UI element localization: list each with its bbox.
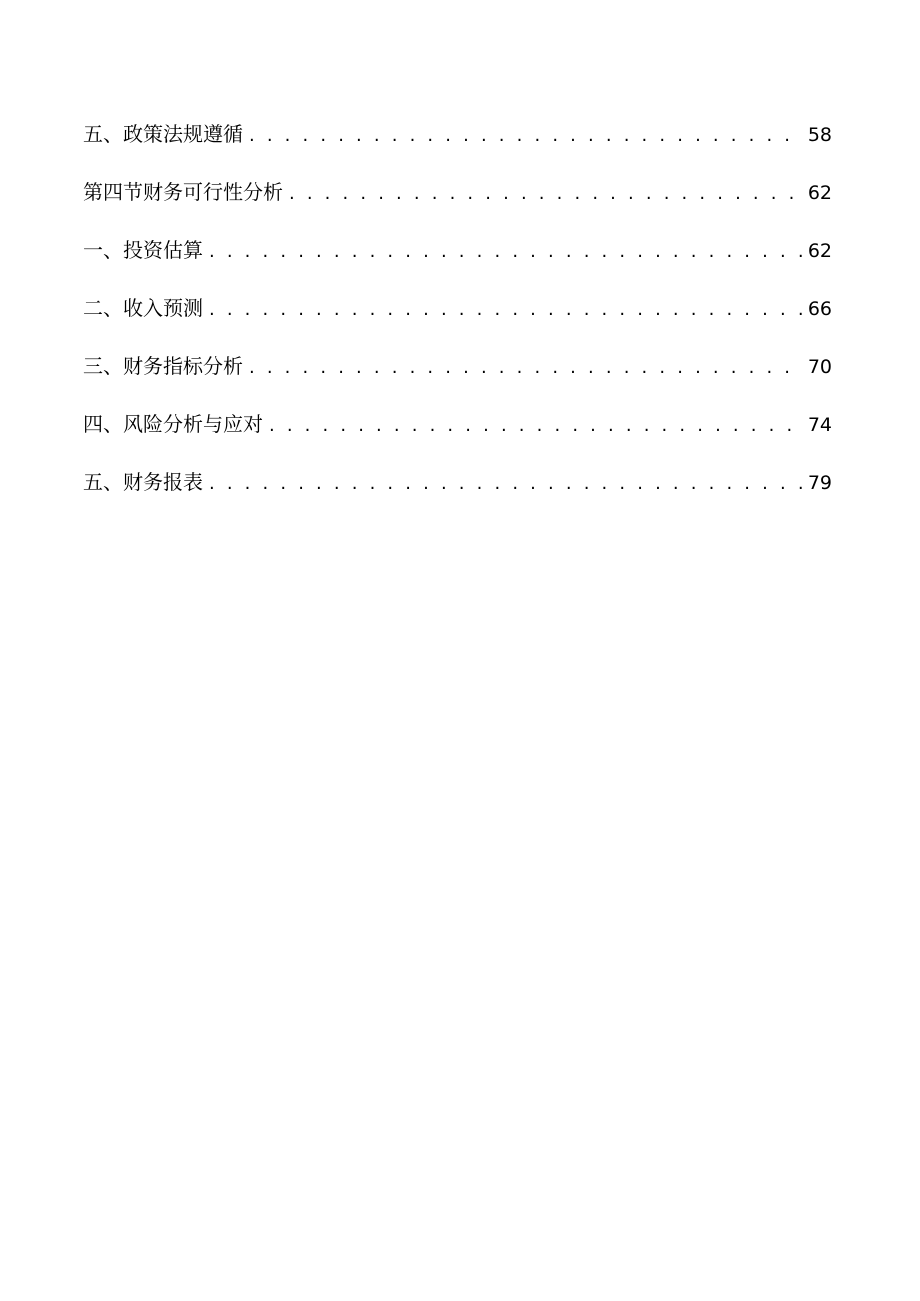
toc-entry-title: 第四节财务可行性分析 <box>83 180 283 204</box>
toc-entry-financial-statements[interactable] <box>83 462 832 520</box>
toc-dot-leader <box>209 464 804 504</box>
table-of-contents <box>83 114 832 520</box>
toc-dot-leader <box>289 174 804 214</box>
toc-entry-financial-feasibility[interactable] <box>83 172 832 230</box>
toc-dot-leader <box>209 290 804 330</box>
toc-entry-policy-compliance[interactable] <box>83 114 832 172</box>
toc-entry-title: 三、财务指标分析 <box>83 354 243 378</box>
toc-entry-title: 五、财务报表 <box>83 470 203 494</box>
toc-entry-revenue-forecast[interactable] <box>83 288 832 346</box>
toc-page-number: 70 <box>807 356 832 378</box>
toc-entry-title: 五、政策法规遵循 <box>83 122 243 146</box>
toc-entry-title: 一、投资估算 <box>83 238 203 262</box>
toc-entry-title: 四、风险分析与应对 <box>83 412 263 436</box>
toc-entry-financial-indicators[interactable] <box>83 346 832 404</box>
toc-dot-leader <box>269 406 804 446</box>
toc-page-number: 66 <box>807 298 832 320</box>
toc-page-number: 62 <box>807 240 832 262</box>
toc-dot-leader <box>249 348 804 388</box>
toc-entry-title: 二、收入预测 <box>83 296 203 320</box>
toc-dot-leader <box>249 116 804 156</box>
toc-page-number: 74 <box>807 414 832 436</box>
toc-page-number: 58 <box>807 124 832 146</box>
toc-page-number: 62 <box>807 182 832 204</box>
toc-page-number: 79 <box>807 472 832 494</box>
toc-dot-leader <box>209 232 804 272</box>
toc-entry-investment-estimate[interactable] <box>83 230 832 288</box>
toc-entry-risk-analysis[interactable] <box>83 404 832 462</box>
